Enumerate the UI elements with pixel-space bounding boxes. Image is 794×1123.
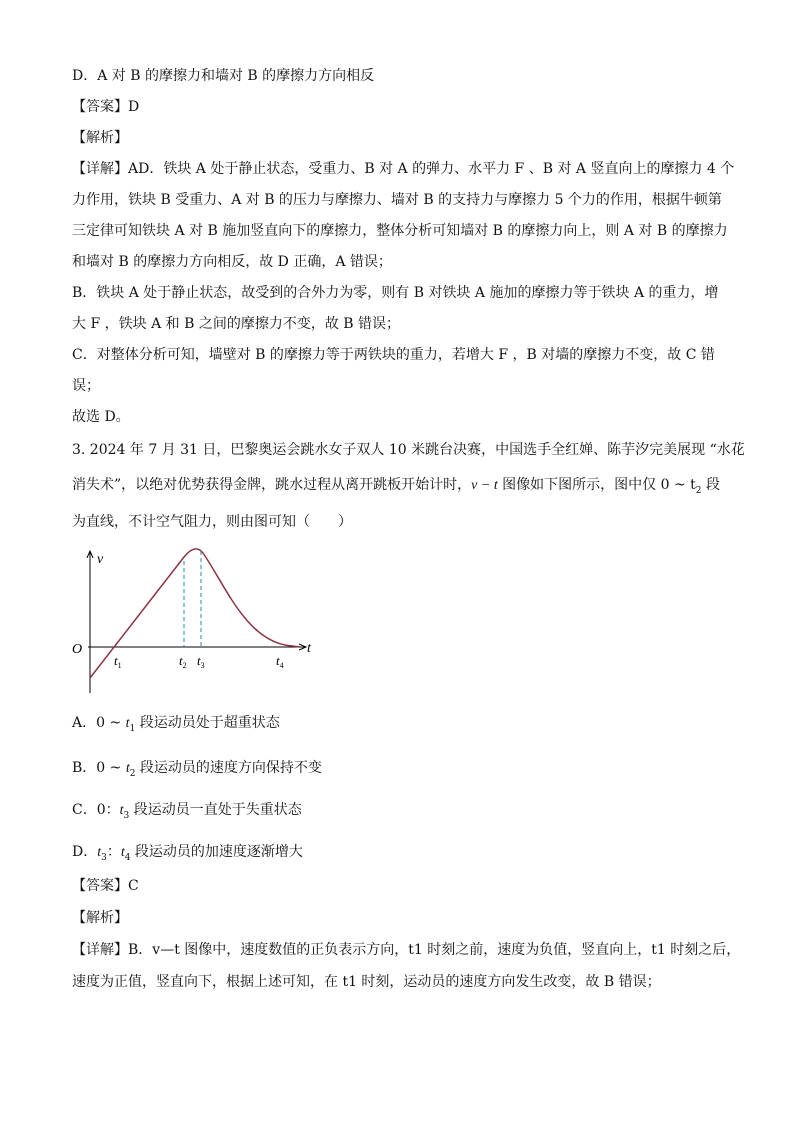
q3-answer: 【答案】C (72, 878, 139, 894)
tick-t1: $t_1$ (114, 653, 122, 670)
q3-stem-line-1: 3. 2024 年 7 月 31 日，巴黎奥运会跳水女子双人 10 米跳台决赛，中国选手全红婵、陈芋汐完美展现 “水花 (72, 442, 745, 458)
origin-label: O (72, 642, 83, 657)
prev-b-line-1: B．铁块 A 处于静止状态，故受到的合外力为零，则有 B 对铁块 A 施加的摩擦力等于铁块 A 的重力，增 (72, 285, 719, 301)
prev-analysis-heading: 【解析】 (72, 130, 128, 146)
prev-detail-line-2: 力作用，铁块 B 受重力、A 对 B 的压力与摩擦力、墙对 B 的支持力与摩擦力 5 个力的作用，根据牛顿第 (72, 192, 722, 208)
tick-t2: $t_2$ (179, 653, 187, 670)
prev-b-line-2: 大 F ，铁块 A 和 B 之间的摩擦力不变，故 B 错误； (72, 316, 401, 332)
q3-option-c: C．0：$t_3$ 段运动员一直处于失重状态 (72, 802, 302, 821)
prev-option-d: D．A 对 B 的摩擦力和墙对 B 的摩擦力方向相反 (72, 68, 375, 84)
prev-c-line-2: 误； (72, 378, 100, 394)
q3-analysis-heading: 【解析】 (72, 910, 128, 926)
t-axis-label: t (307, 641, 311, 656)
q3-detail-line-2: 速度为正值，竖直向下，根据上述可知，在 t1 时刻，运动员的速度方向发生改变，故 B 错误； (72, 974, 661, 990)
prev-detail-line-1: 【详解】AD．铁块 A 处于静止状态，受重力、B 对 A 的弹力、水平力 F 、B 对 A 竖直向上的摩擦力 4 个 (72, 161, 735, 177)
q3-stem-line-3: 为直线，不计空气阻力，则由图可知（ ） (72, 514, 352, 530)
vt-graph (70, 545, 320, 695)
prev-answer: 【答案】D (72, 99, 140, 115)
q3-option-d: D．$t_3$：$t_4$ 段运动员的加速度逐渐增大 (72, 844, 303, 863)
prev-c-line-1: C．对整体分析可知，墙壁对 B 的摩擦力等于两铁块的重力，若增大 F ，B 对墙的摩擦力不变，故 C 错 (72, 347, 715, 363)
prev-detail-line-4: 和墙对 B 的摩擦力方向相反，故 D 正确，A 错误； (72, 254, 392, 270)
q3-detail-line-1: 【详解】B．v—t 图像中，速度数值的正负表示方向，t1 时刻之前，速度为负值，竖直向上，t1 时刻之后， (72, 942, 741, 958)
q3-option-a: A．0 ~ $t_1$ 段运动员处于超重状态 (72, 715, 280, 734)
prev-conclusion: 故选 D。 (72, 409, 130, 425)
prev-detail-line-3: 三定律可知铁块 A 对 B 施加竖直向下的摩擦力，整体分析可知墙对 B 的摩擦力向上，则 A 对 B 的摩擦力 (72, 223, 728, 239)
tick-t3: $t_3$ (197, 653, 205, 670)
vt-curve (90, 549, 300, 678)
tick-t4: $t_4$ (276, 653, 284, 670)
q3-stem-line-2: 消失术”，以绝对优势获得金牌，跳水过程从离开跳板开始计时，v − t 图像如下图所示，图中仅 0 ~ $t_2$ 段 (72, 477, 720, 496)
v-axis-label: v (97, 552, 104, 567)
q3-option-b: B．0 ~ $t_2$ 段运动员的速度方向保持不变 (72, 760, 322, 779)
